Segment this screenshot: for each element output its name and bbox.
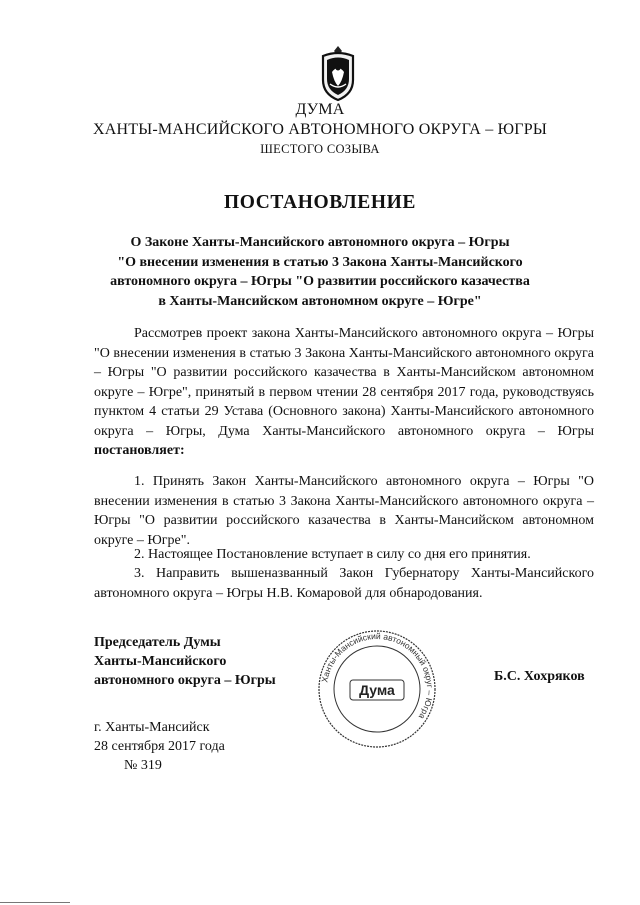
subject-line: "О внесении изменения в статью 3 Закона Ханты-Мансийского [117,254,523,270]
subject-line: О Законе Ханты-Мансийского автономного округа – Югры [130,235,510,250]
subject-line: в Ханты-Мансийском автономном округе – Югре" [158,293,482,309]
place-city: г. Ханты-Мансийск [94,720,210,735]
document-type: ПОСТАНОВЛЕНИЕ [223,192,417,213]
stamp-center-text: Дума [359,682,395,698]
official-stamp [316,628,438,750]
item-1: 1. Принять Закон Ханты-Мансийского автономного округа – Югры "О внесении изменения в статью 3 Закона Ханты-Мансийского автономного округа – Югры "О развитии российского казачества в Ханты-Мансийском автономном округе – Югре". [94,474,594,548]
signatory-title-line: автономного округа – Югры [94,673,276,688]
footer-rule [0,902,70,903]
signatory-title-line: Председатель Думы [94,635,221,650]
stamp-ring-text: Ханты-Мансийский автономный округ – Югра [319,630,436,722]
org-name: ДУМА [295,101,345,118]
document-number: № 319 [124,758,162,773]
item-2: 2. Настоящее Постановление вступает в силу со дня его принятия. [134,547,531,562]
signatory-title-line: Ханты-Мансийского [94,654,227,669]
item-3: 3. Направить вышеназванный Закон Губернатору Ханты-Мансийского автономного округа – Югры Н.В. Комаровой для обнародования. [94,566,594,601]
document-date: 28 сентября 2017 года [94,739,225,754]
convocation: ШЕСТОГО СОЗЫВА [260,142,380,156]
signatory-title [94,633,276,690]
preamble-resolves: постановляет: [94,443,185,458]
coat-of-arms-icon [318,44,358,102]
subject-line: автономного округа – Югры "О развитии российского казачества [110,274,530,289]
signatory-name: Б.С. Хохряков [494,669,585,684]
document-subject [0,233,640,311]
preamble-paragraph [94,324,594,461]
region-name: ХАНТЫ-МАНСИЙСКОГО АВТОНОМНОГО ОКРУГА – ЮГРЫ [93,121,547,138]
preamble-text: Рассмотрев проект закона Ханты-Мансийского автономного округа – Югры "О внесении изменения в статью 3 Закона Ханты-Мансийского автономного округа – Югры "О развитии российского казачества в Ханты-Мансийском автономном округе – Югре", принятый в первом чтении 28 сентября 2017 года, руководствуясь пунктом 4 статьи 29 Устава (Основного закона) Ханты-Мансийского автономного округа – Югры, Дума Ханты-Мансийского автономного округа – Югры [94,326,594,439]
